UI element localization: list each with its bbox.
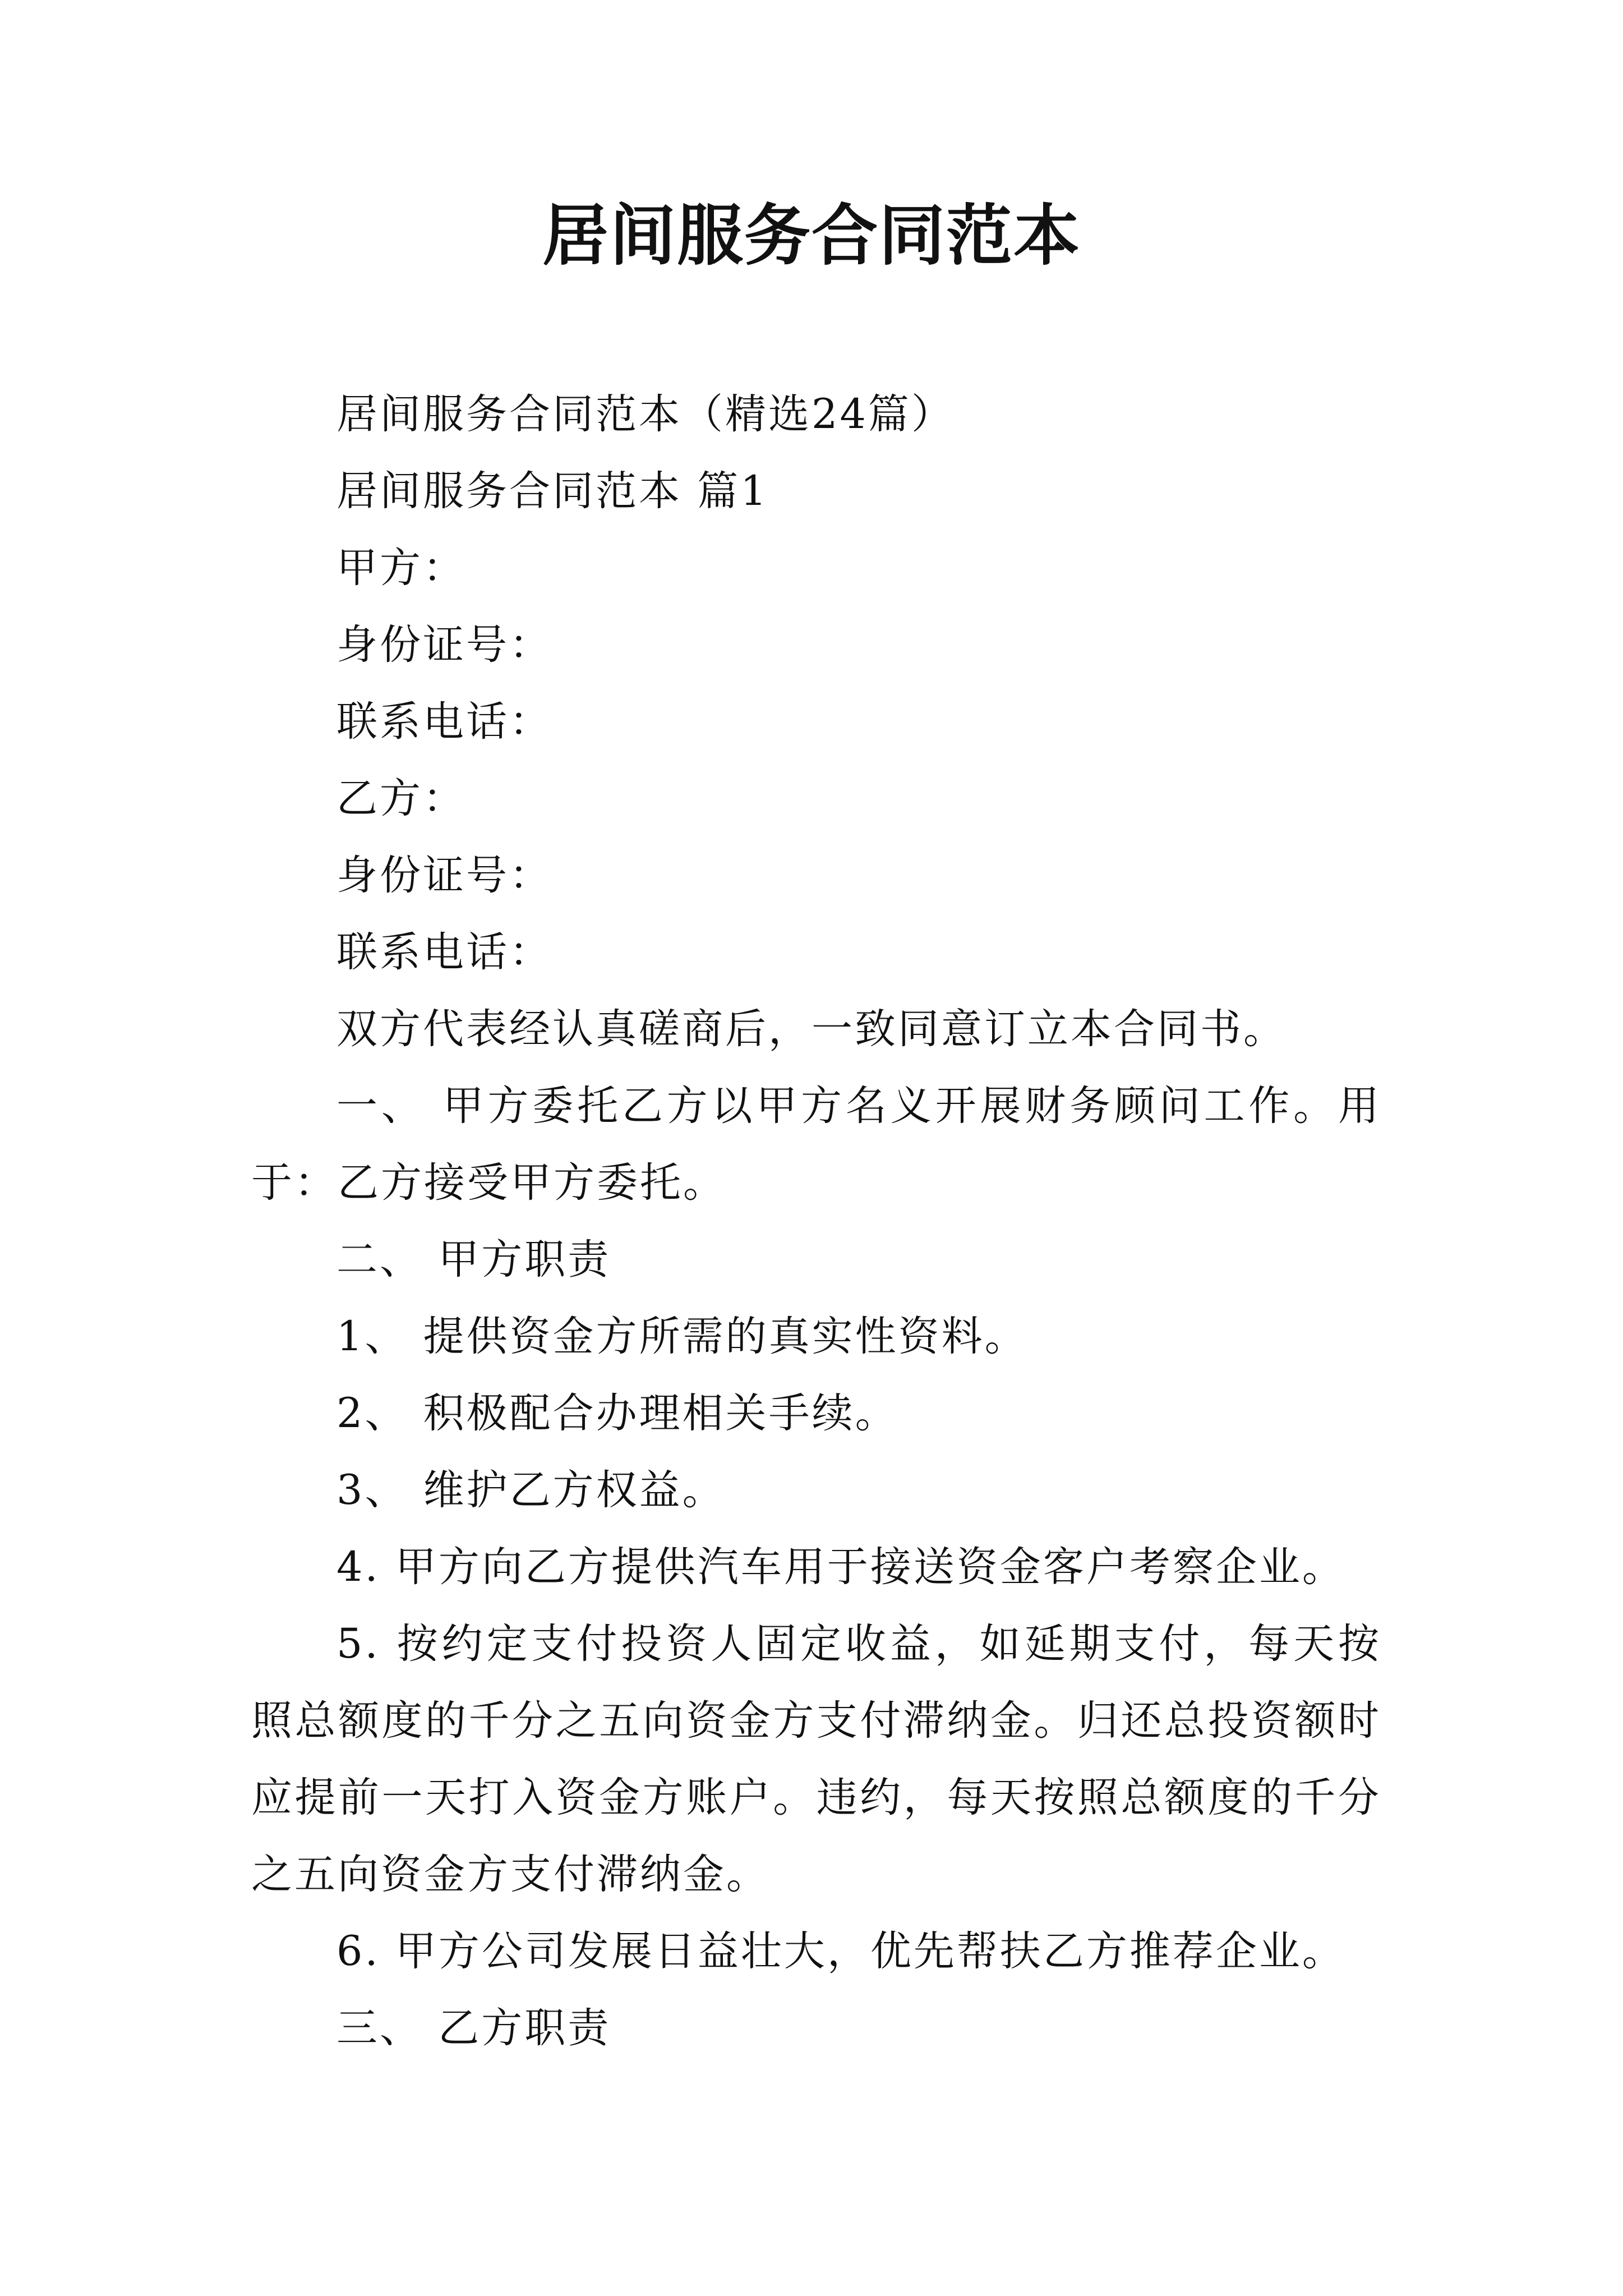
duty-item-3: 3、 维护乙方权益。: [336, 1466, 726, 1514]
paragraph-subtitle: 居间服务合同范本（精选24篇）: [336, 390, 955, 438]
party-a-phone-label: 联系电话：: [336, 698, 552, 746]
duty-item-5: 5. 按约定支付投资人固定收益，如延期支付，每天按照总额度的千分之五向资金方支付滞纳金。归还总投资额时应提前一天打入资金方账户。违约，每天按照总额度的千分之五向资金方支付滞纳金。: [251, 1620, 1381, 1898]
document-title: 居间服务合同范本: [542, 196, 1081, 274]
clause-2-heading: 二、 甲方职责: [336, 1236, 611, 1283]
clause-1: 一、 甲方委托乙方以甲方名义开展财务顾问工作。用于：乙方接受甲方委托。: [251, 1082, 1381, 1207]
party-b-id-label: 身份证号：: [336, 852, 552, 899]
party-a-id-label: 身份证号：: [336, 621, 552, 669]
party-b-label: 乙方：: [336, 775, 466, 822]
party-b-phone-label: 联系电话：: [336, 928, 552, 976]
duty-item-2: 2、 积极配合办理相关手续。: [336, 1389, 898, 1437]
clause-3-heading: 三、 乙方职责: [336, 2004, 611, 2052]
duty-item-6: 6. 甲方公司发展日益壮大，优先帮扶乙方推荐企业。: [336, 1927, 1345, 1975]
duty-item-4: 4. 甲方向乙方提供汽车用于接送资金客户考察企业。: [336, 1543, 1345, 1591]
duty-item-1: 1、 提供资金方所需的真实性资料。: [336, 1313, 1028, 1360]
document-body: [251, 376, 1381, 2067]
paragraph-section-heading: 居间服务合同范本 篇1: [336, 467, 769, 515]
paragraph-agreement: 双方代表经认真磋商后，一致同意订立本合同书。: [336, 1005, 1287, 1053]
party-a-label: 甲方：: [336, 544, 466, 592]
